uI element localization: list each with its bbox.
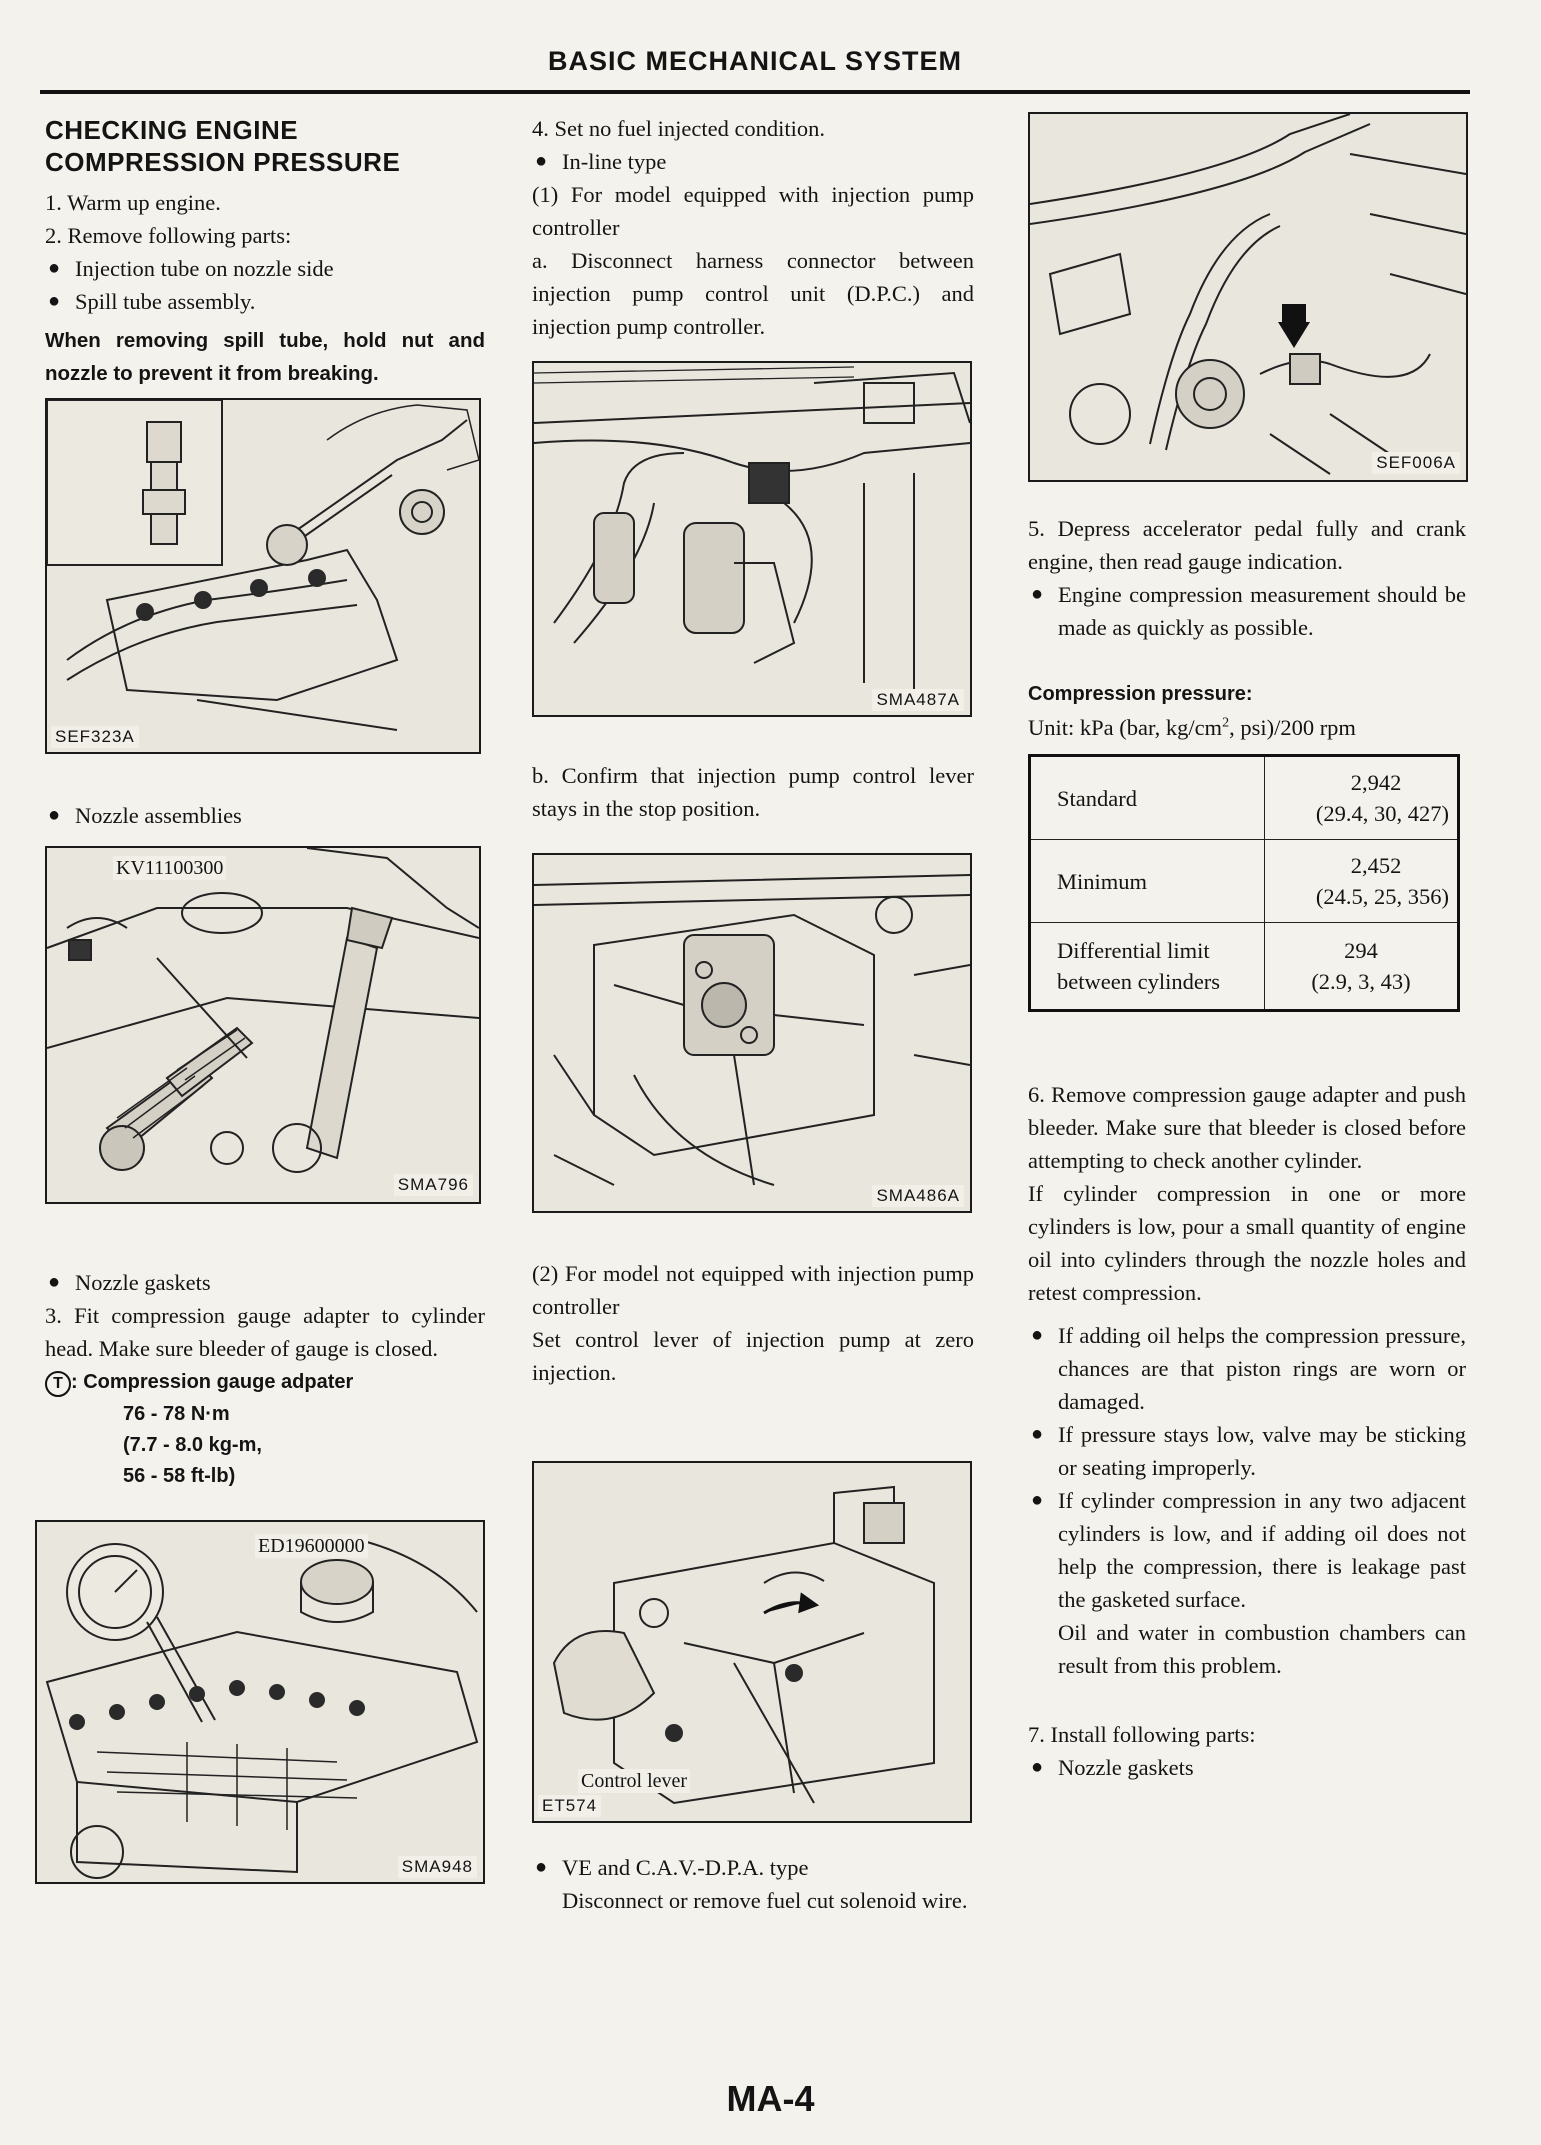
bullet-text: Spill tube assembly. bbox=[75, 289, 256, 314]
spill-tube-illustration bbox=[47, 400, 479, 752]
standard-label: Standard bbox=[1030, 756, 1265, 840]
minimum-value bbox=[1265, 840, 1459, 923]
bullet-icon: ● bbox=[48, 257, 61, 279]
substep-1a: a. Disconnect harness connector between injection pump control unit (D.P.C.) and injection pump controller. bbox=[532, 248, 974, 339]
bullet-oil-helps bbox=[1028, 1319, 1466, 1418]
bullet-text: Engine compression measurement should be made as quickly as possible. bbox=[1058, 582, 1466, 640]
bullet-text: If cylinder compression in any two adjacent cylinders is low, and if adding oil does not help the compression, there is leakage past the gasketed surface. bbox=[1058, 1488, 1466, 1612]
bullet-text: If pressure stays low, valve may be sticking or seating improperly. bbox=[1058, 1422, 1466, 1480]
compression-gauge-illustration bbox=[37, 1522, 483, 1882]
differential-value-sub: (2.9, 3, 43) bbox=[1311, 969, 1411, 994]
bullet-injection-tube bbox=[45, 252, 485, 285]
bullet-icon: ● bbox=[535, 150, 548, 172]
page-header bbox=[40, 40, 1470, 94]
standard-value-main: 2,942 bbox=[1350, 770, 1402, 795]
figure-sma796 bbox=[45, 846, 481, 1204]
bullet-icon: ● bbox=[1031, 583, 1044, 605]
bullet-text: Nozzle gaskets bbox=[75, 1270, 211, 1295]
step-5: 5. Depress accelerator pedal fully and crank engine, then read gauge indication. bbox=[1028, 516, 1466, 574]
control-lever-callout: Control lever bbox=[578, 1769, 690, 1793]
minimum-value-sub: (24.5, 25, 356) bbox=[1315, 884, 1449, 909]
column-middle bbox=[532, 112, 974, 1917]
bullet-text: VE and C.A.V.-D.P.A. type bbox=[562, 1855, 809, 1880]
differential-value bbox=[1265, 923, 1459, 1011]
step-7: 7. Install following parts: bbox=[1028, 1722, 1256, 1747]
differential-value-main: 294 bbox=[1344, 938, 1378, 963]
figure-label: SMA487A bbox=[872, 689, 964, 711]
unit-prefix: Unit: kPa (bar, kg/cm bbox=[1028, 715, 1223, 740]
bullet-text: Nozzle gaskets bbox=[1058, 1755, 1194, 1780]
substep-1: (1) For model equipped with injection pump controller bbox=[532, 182, 974, 240]
figure-label: SEF323A bbox=[51, 726, 139, 748]
figure-label: SMA486A bbox=[872, 1185, 964, 1207]
table-row bbox=[1030, 923, 1459, 1011]
minimum-label: Minimum bbox=[1030, 840, 1265, 923]
oil-water-note: Oil and water in combustion chambers can result from this problem. bbox=[1058, 1620, 1466, 1678]
table-row bbox=[1030, 840, 1459, 923]
figure-sef006a bbox=[1028, 112, 1468, 482]
bullet-nozzle-gaskets bbox=[45, 1266, 485, 1299]
control-lever-stop-illustration bbox=[534, 855, 970, 1211]
column-left bbox=[45, 112, 485, 1884]
torque-line-3: 56 - 58 ft-lb) bbox=[123, 1465, 236, 1487]
substep-1b: b. Confirm that injection pump control lever stays in the stop position. bbox=[532, 763, 974, 821]
standard-value bbox=[1265, 756, 1459, 840]
figure-sma486a bbox=[532, 853, 972, 1213]
tool-callout: KV11100300 bbox=[113, 856, 226, 880]
column-right bbox=[1028, 112, 1466, 1784]
differential-label bbox=[1030, 923, 1265, 1011]
section-heading-line-2: COMPRESSION PRESSURE bbox=[45, 147, 401, 177]
bullet-icon: ● bbox=[48, 1271, 61, 1293]
substep-2-text: Set control lever of injection pump at zero injection. bbox=[532, 1327, 974, 1385]
bullet-text: Nozzle assemblies bbox=[75, 803, 242, 828]
bullet-icon: ● bbox=[1031, 1489, 1044, 1511]
figure-label: SMA796 bbox=[394, 1174, 473, 1196]
compression-pressure-table bbox=[1028, 754, 1460, 1012]
figure-label: ET574 bbox=[538, 1795, 601, 1817]
torque-line-1: 76 - 78 N·m bbox=[123, 1403, 230, 1425]
bullet-icon: ● bbox=[48, 804, 61, 826]
step-6: 6. Remove compression gauge adapter and push bleeder. Make sure that bleeder is closed before attempting to check another cylinder. bbox=[1028, 1082, 1466, 1173]
bullet-icon: ● bbox=[48, 290, 61, 312]
bullet-inline-type bbox=[532, 145, 974, 178]
zero-injection-lever-illustration bbox=[534, 1463, 970, 1821]
tool-symbol-icon: T bbox=[45, 1371, 71, 1397]
gauge-adapter-illustration bbox=[1030, 114, 1466, 480]
step-6-followup: If cylinder compression in one or more cylinders is low, pour a small quantity of engine oil into cylinders through the nozzle holes and retest compression. bbox=[1028, 1181, 1466, 1305]
substep-2: (2) For model not equipped with injection pump controller bbox=[532, 1261, 974, 1319]
step-3: 3. Fit compression gauge adapter to cylinder head. Make sure bleeder of gauge is closed. bbox=[45, 1303, 485, 1361]
section-heading bbox=[45, 114, 485, 178]
torque-line-2: (7.7 - 8.0 kg-m, bbox=[123, 1434, 262, 1456]
bullet-adjacent-cylinders bbox=[1028, 1484, 1466, 1616]
step-1: 1. Warm up engine. bbox=[45, 190, 221, 215]
differential-label-line-2: between cylinders bbox=[1057, 969, 1221, 994]
tool-label: : Compression gauge adpater bbox=[71, 1371, 354, 1393]
bullet-nozzle-gaskets-install bbox=[1028, 1751, 1466, 1784]
unit-suffix: , psi)/200 rpm bbox=[1229, 715, 1356, 740]
section-heading-line-1: CHECKING ENGINE bbox=[45, 115, 299, 145]
tool-callout: ED19600000 bbox=[255, 1534, 368, 1558]
page-number: MA-4 bbox=[726, 2078, 815, 2119]
unit-line bbox=[1028, 711, 1466, 744]
figure-et574 bbox=[532, 1461, 972, 1823]
standard-value-sub: (29.4, 30, 427) bbox=[1315, 801, 1449, 826]
page-header-title: BASIC MECHANICAL SYSTEM bbox=[547, 46, 963, 76]
unit-superscript: 2 bbox=[1222, 715, 1230, 731]
caution-note: When removing spill tube, hold nut and nozzle to prevent it from breaking. bbox=[45, 329, 485, 385]
differential-label-line-1: Differential limit bbox=[1057, 938, 1210, 963]
bullet-text: If adding oil helps the compression pressure, chances are that piston rings are worn or damaged. bbox=[1058, 1323, 1466, 1414]
bullet-icon: ● bbox=[1031, 1756, 1044, 1778]
figure-sma948 bbox=[35, 1520, 485, 1884]
figure-label: SMA948 bbox=[398, 1856, 477, 1878]
nozzle-removal-illustration bbox=[47, 848, 479, 1202]
bullet-measure-quickly bbox=[1028, 578, 1466, 644]
ve-type-text: Disconnect or remove fuel cut solenoid wire. bbox=[562, 1888, 968, 1913]
table-row bbox=[1030, 756, 1459, 840]
bullet-text: In-line type bbox=[562, 149, 667, 174]
step-4: 4. Set no fuel injected condition. bbox=[532, 116, 826, 141]
bullet-spill-tube bbox=[45, 285, 485, 318]
step-2: 2. Remove following parts: bbox=[45, 223, 292, 248]
figure-sef323a bbox=[45, 398, 481, 754]
bullet-nozzle-assemblies bbox=[45, 799, 485, 832]
bullet-pressure-low bbox=[1028, 1418, 1466, 1484]
tool-spec bbox=[45, 1365, 485, 1399]
bullet-icon: ● bbox=[1031, 1324, 1044, 1346]
figure-sma487a bbox=[532, 361, 972, 717]
figure-label: SEF006A bbox=[1372, 452, 1460, 474]
bullet-icon: ● bbox=[535, 1856, 548, 1878]
compression-pressure-title: Compression pressure: bbox=[1028, 683, 1253, 705]
bullet-icon: ● bbox=[1031, 1423, 1044, 1445]
bullet-ve-type bbox=[532, 1851, 974, 1884]
bullet-text: Injection tube on nozzle side bbox=[75, 256, 334, 281]
minimum-value-main: 2,452 bbox=[1350, 853, 1402, 878]
harness-connector-illustration bbox=[534, 363, 970, 715]
